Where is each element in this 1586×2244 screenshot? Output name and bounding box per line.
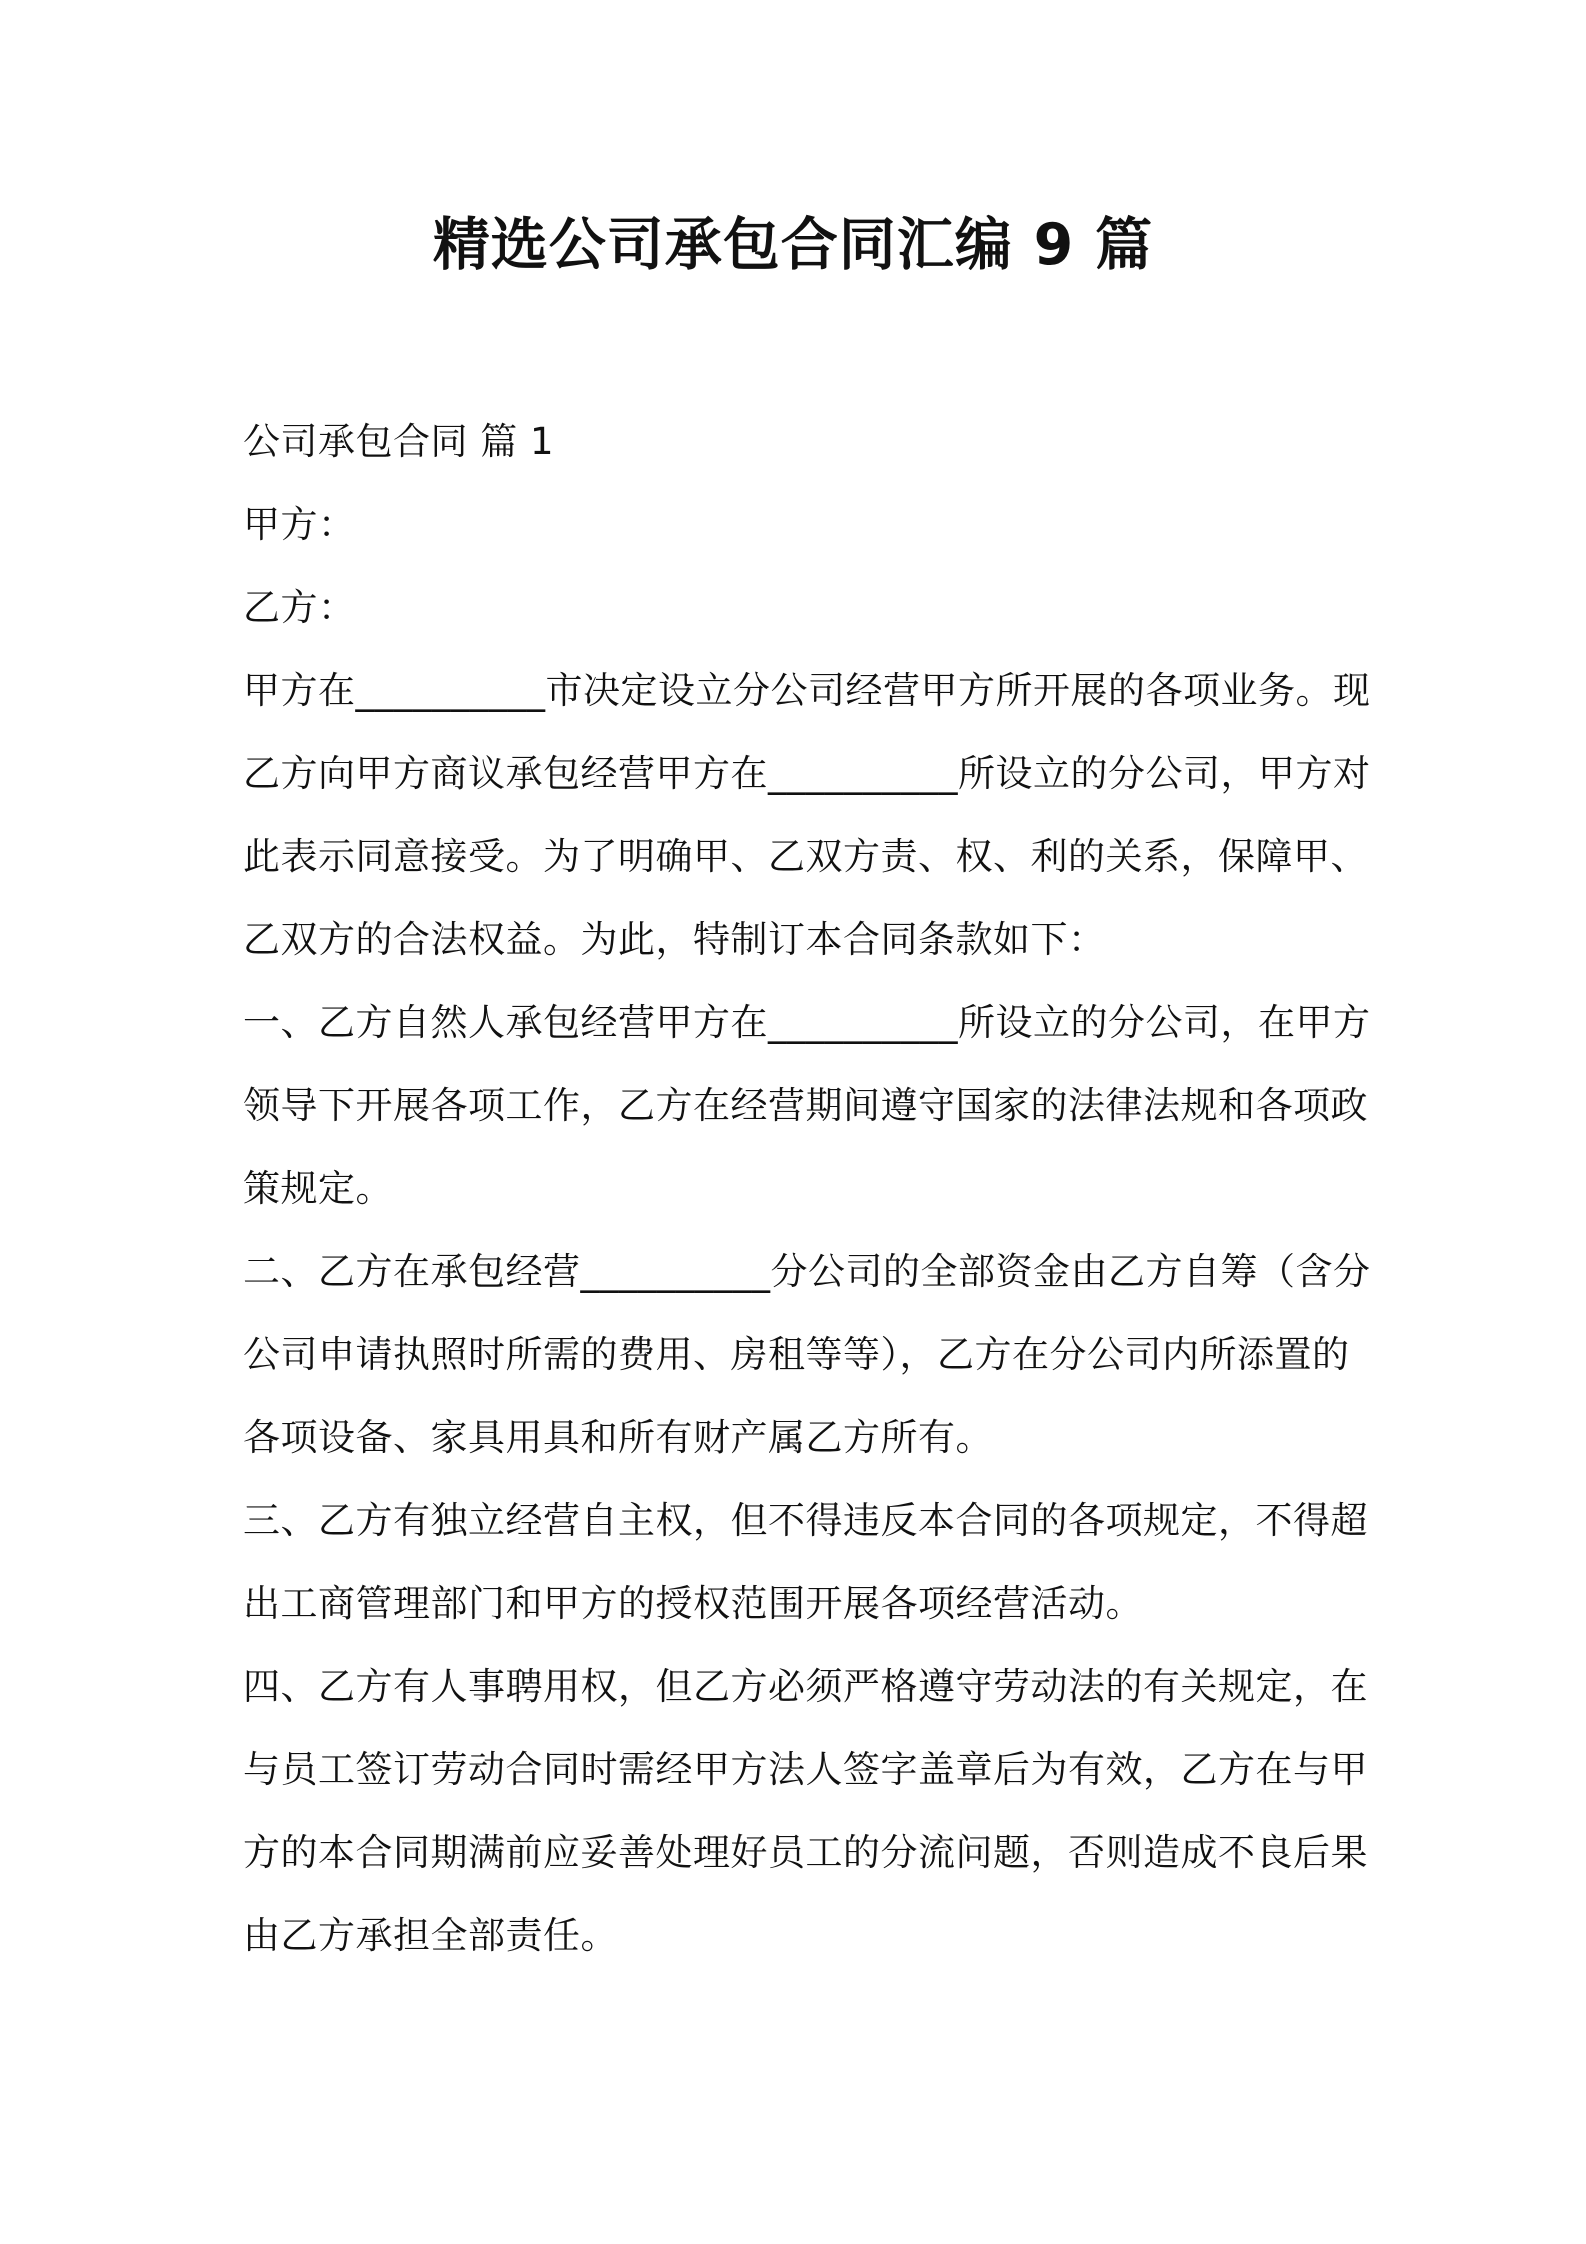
- body-line: 甲方在__________市决定设立分公司经营甲方所开展的各项业务。现: [243, 669, 1371, 712]
- body-line: 此表示同意接受。为了明确甲、乙双方责、权、利的关系，保障甲、: [243, 835, 1368, 878]
- party-a-label: 甲方：: [243, 503, 356, 546]
- clause-1-line: 一、乙方自然人承包经营甲方在__________所设立的分公司，在甲方: [243, 1001, 1371, 1044]
- section-heading: 公司承包合同 篇 1: [243, 420, 555, 463]
- clause-3-line: 出工商管理部门和甲方的授权范围开展各项经营活动。: [243, 1582, 1143, 1625]
- party-b-label: 乙方：: [243, 586, 356, 629]
- body-line: 乙双方的合法权益。为此，特制订本合同条款如下：: [243, 918, 1106, 961]
- clause-4-line: 与员工签订劳动合同时需经甲方法人签字盖章后为有效，乙方在与甲: [243, 1748, 1368, 1791]
- clause-1-line: 策规定。: [243, 1167, 393, 1210]
- clause-4-line: 四、乙方有人事聘用权，但乙方必须严格遵守劳动法的有关规定，在: [243, 1665, 1368, 1708]
- clause-2-line: 二、乙方在承包经营__________分公司的全部资金由乙方自筹（含分: [243, 1250, 1371, 1293]
- clause-2-line: 公司申请执照时所需的费用、房租等等），乙方在分公司内所添置的: [243, 1333, 1350, 1376]
- clause-1-line: 领导下开展各项工作，乙方在经营期间遵守国家的法律法规和各项政: [243, 1084, 1368, 1127]
- clause-4-line: 由乙方承担全部责任。: [243, 1914, 618, 1957]
- clause-3-line: 三、乙方有独立经营自主权，但不得违反本合同的各项规定，不得超: [243, 1499, 1368, 1542]
- body-line: 乙方向甲方商议承包经营甲方在__________所设立的分公司，甲方对: [243, 752, 1371, 795]
- clause-2-line: 各项设备、家具用具和所有财产属乙方所有。: [243, 1416, 993, 1459]
- document-title: 精选公司承包合同汇编 9 篇: [432, 212, 1154, 278]
- clause-4-line: 方的本合同期满前应妥善处理好员工的分流问题，否则造成不良后果: [243, 1831, 1368, 1874]
- document-body: [243, 400, 1371, 1977]
